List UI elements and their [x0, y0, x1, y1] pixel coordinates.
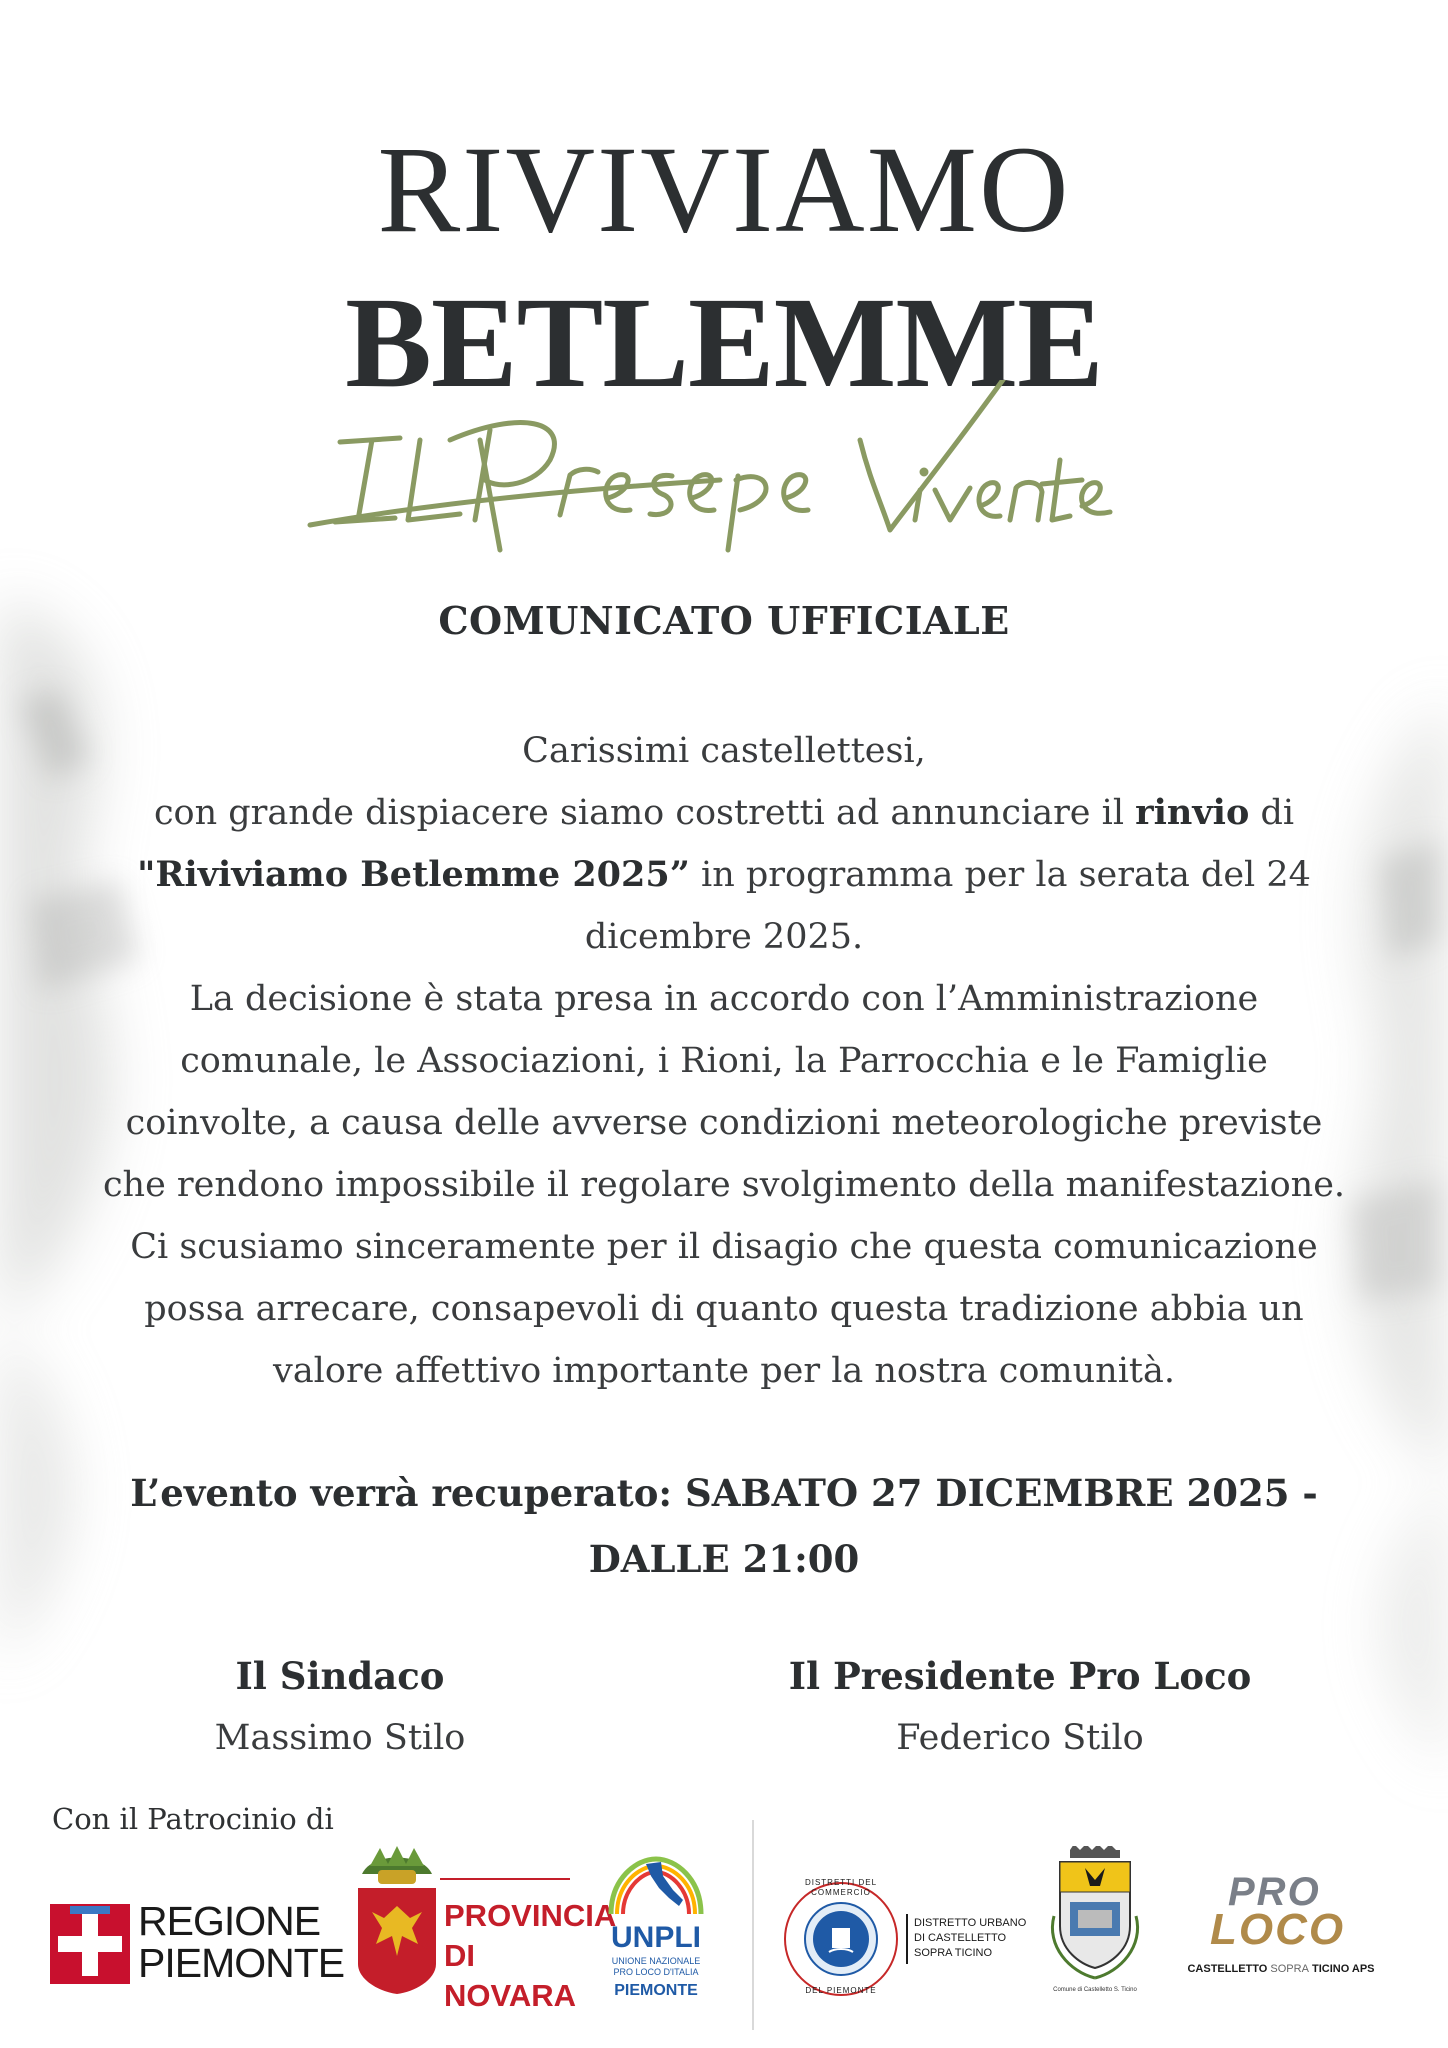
announcement-body [40, 720, 1408, 1402]
unpli-region: PIEMONTE [614, 1982, 698, 1999]
regione-cross-icon [50, 1904, 130, 1984]
distretti-line-2: DI CASTELLETTO [914, 1932, 1007, 1944]
signature-proloco-president [740, 1645, 1300, 1769]
logo-divider [752, 1820, 754, 2030]
comune-castelletto-crest [1040, 1846, 1150, 2006]
proloco-castelletto-logo [1176, 1872, 1386, 1982]
body-line-11: valore affettivo importante per la nostra comunità. [273, 1351, 1175, 1391]
distretti-ring-bottom: DEL PIEMONTE [805, 1986, 877, 1995]
recovery-line-1: L’evento verrà recuperato: SABATO 27 DICEMBRE 2025 - [130, 1471, 1318, 1515]
distretti-commercio-logo [782, 1880, 1028, 2000]
body-line-10: possa arrecare, consapevoli di quanto questa tradizione abbia un [144, 1289, 1304, 1329]
unpli-logo [596, 1854, 716, 2004]
event-name: "Riviviamo Betlemme 2025” [137, 854, 690, 895]
coat-of-arms-icon [1040, 1846, 1150, 1986]
announcement-heading: COMUNICATO UFFICIALE [438, 598, 1010, 643]
recovery-date [0, 1460, 1448, 1592]
signature-name: Federico Stilo [896, 1718, 1144, 1758]
distretti-line-1: DISTRETTO URBANO [914, 1917, 1027, 1929]
body-line-9: Ci scusiamo sinceramente per il disagio che questa comunicazione [130, 1227, 1318, 1267]
signature-role: Il Sindaco [235, 1654, 445, 1698]
postponement-word: rinvio [1135, 792, 1250, 833]
provincia-line-1: PROVINCIA [444, 1898, 617, 1933]
body-line-7: coinvolte, a causa delle avverse condizioni meteorologiche previste [125, 1103, 1323, 1143]
title-line-1: RIVIVIAMO [377, 121, 1071, 258]
proloco-line-1: PRO [1228, 1870, 1321, 1914]
distretti-ring-top: DISTRETTI DEL COMMERCIO [804, 1878, 878, 1897]
signature-name: Massimo Stilo [214, 1718, 466, 1758]
provincia-line-2: DI NOVARA [444, 1938, 577, 2013]
body-line-6: comunale, le Associazioni, i Rioni, la Parrocchia e le Famiglie [180, 1041, 1268, 1081]
regione-piemonte-logo [50, 1898, 345, 1990]
provincia-rule [440, 1878, 570, 1880]
comune-caption: Comune di Castelletto S. Ticino [1053, 1987, 1137, 1993]
signature-role: Il Presidente Pro Loco [788, 1654, 1252, 1698]
body-line-8: che rendono impossibile il regolare svolgimento della manifestazione. [102, 1165, 1346, 1205]
body-line-1: Carissimi castellettesi, [522, 731, 926, 771]
provincia-crest-icon [352, 1846, 442, 1996]
distretti-line-3: SOPRA TICINO [914, 1947, 993, 1959]
unpli-sub-1: UNIONE NAZIONALE [611, 1956, 701, 1966]
proloco-subtitle: CASTELLETTO SOPRA TICINO APS [1187, 1963, 1375, 1975]
proloco-line-2: LOCO [1210, 1905, 1346, 1954]
italy-map-icon [601, 1854, 711, 1924]
regione-line-2: PIEMONTE [138, 1940, 345, 1986]
unpli-sub-2: PRO LOCO D'ITALIA [613, 1967, 699, 1977]
title-line-2: BETLEMME [345, 271, 1103, 415]
presepe-vivente-script-logo [300, 380, 1120, 560]
body-line-2: con grande dispiacere siamo costretti ad annunciare il rinvio di [153, 792, 1295, 833]
unpli-name: UNPLI [611, 1921, 701, 1954]
distretti-rule [906, 1914, 908, 1964]
body-line-3: "Riviviamo Betlemme 2025” in programma per la serata del 24 [137, 854, 1311, 895]
body-line-5: La decisione è stata presa in accordo con l’Amministrazione [189, 979, 1259, 1019]
signature-mayor [60, 1645, 620, 1769]
patronage-label: Con il Patrocinio di [52, 1802, 334, 1836]
provincia-novara-logo [352, 1846, 617, 2013]
regione-line-1: REGIONE [138, 1898, 321, 1944]
body-line-4: dicembre 2025. [584, 917, 864, 957]
recovery-line-2: DALLE 21:00 [588, 1537, 860, 1581]
